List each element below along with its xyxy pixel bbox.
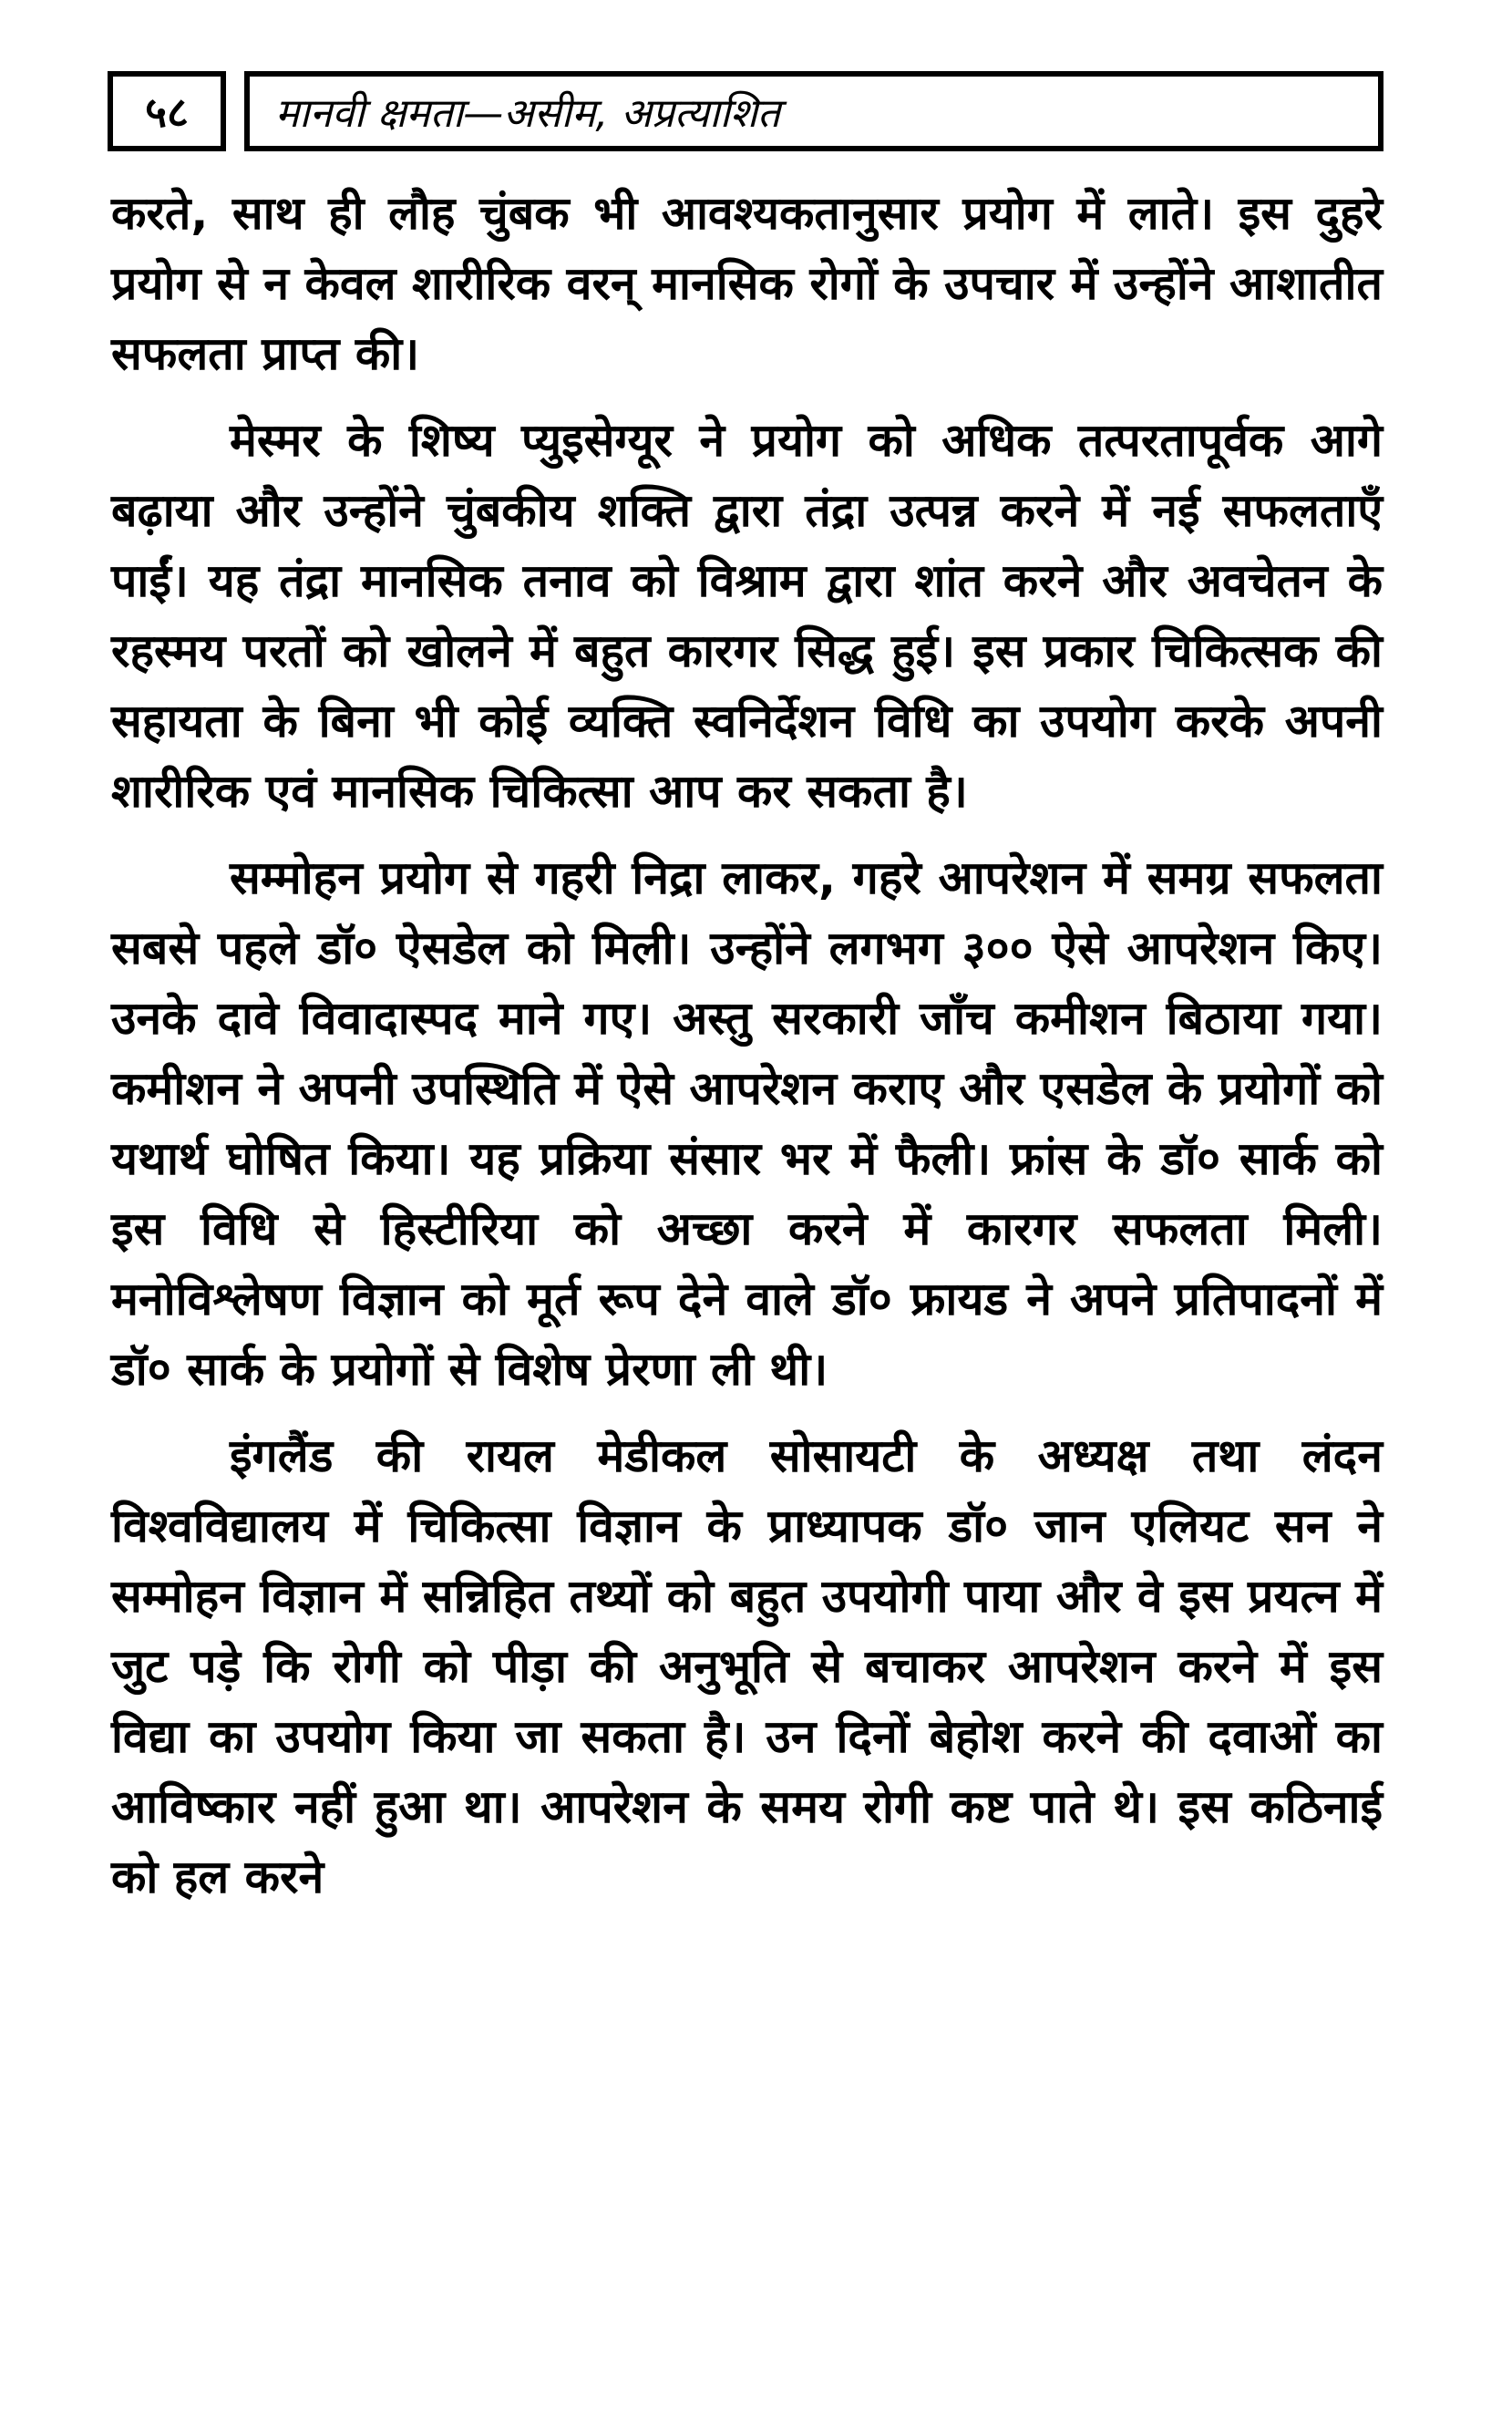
paragraph-1: करते, साथ ही लौह चुंबक भी आवश्यकतानुसार प्रयोग में लाते। इस दुहरे प्रयोग से न केवल शारीरिक वरन् मानसिक रोगों के उपचार में उन्होंने आशातीत सफलता प्राप्त की। [111,187,1383,380]
running-title: मानवी क्षमता—असीम, अप्रत्याशित [244,71,1383,151]
paragraph-4: इंगलैंड की रायल मेडीकल सोसायटी के अध्यक्ष तथा लंदन विश्वविद्यालय में चिकित्सा विज्ञान के प्राध्यापक डॉ० जान एलियट सन ने सम्मोहन विज्ञान में सन्निहित तथ्यों को बहुत उपयोगी पाया और वे इस प्रयत्न में जुट पड़े कि रोगी को पीड़ा की अनुभूति से बचाकर आपरेशन करने में इस विद्या का उपयोग किया जा सकता है। उन दिनों बेहोश करने की दवाओं का आविष्कार नहीं हुआ था। आपरेशन के समय रोगी कष्ट पाते थे। इस कठिनाई को हल करने [111,1429,1383,1903]
page-body [111,179,1383,1929]
page-header [108,71,1383,160]
page-number: ५८ [108,71,226,151]
paragraph-2: मेस्मर के शिष्य प्युइसेग्यूर ने प्रयोग को अधिक तत्परतापूर्वक आगे बढ़ाया और उन्होंने चुंबकीय शक्ति द्वारा तंद्रा उत्पन्न करने में नई सफलताएँ पाईं। यह तंद्रा मानसिक तनाव को विश्राम द्वारा शांत करने और अवचेतन के रहस्मय परतों को खोलने में बहुत कारगर सिद्ध हुई। इस प्रकार चिकित्सक की सहायता के बिना भी कोई व्यक्ति स्वनिर्देशन विधि का उपयोग करके अपनी शारीरिक एवं मानसिक चिकित्सा आप कर सकता है। [111,414,1383,818]
paragraph-3: सम्मोहन प्रयोग से गहरी निद्रा लाकर, गहरे आपरेशन में समग्र सफलता सबसे पहले डॉ० ऐसडेल को मिली। उन्होंने लगभग ३०० ऐसे आपरेशन किए। उनके दावे विवादास्पद माने गए। अस्तु सरकारी जाँच कमीशन बिठाया गया। कमीशन ने अपनी उपस्थिति में ऐसे आपरेशन कराए और एसडेल के प्रयोगों को यथार्थ घोषित किया। यह प्रक्रिया संसार भर में फैली। फ्रांस के डॉ० सार्क को इस विधि से हिस्टीरिया को अच्छा करने में कारगर सफलता मिली। मनोविश्लेषण विज्ञान को मूर्त रूप देने वाले डॉ० फ्रायड ने अपने प्रतिपादनों में डॉ० सार्क के प्रयोगों से विशेष प्रेरणा ली थी। [111,851,1383,1396]
